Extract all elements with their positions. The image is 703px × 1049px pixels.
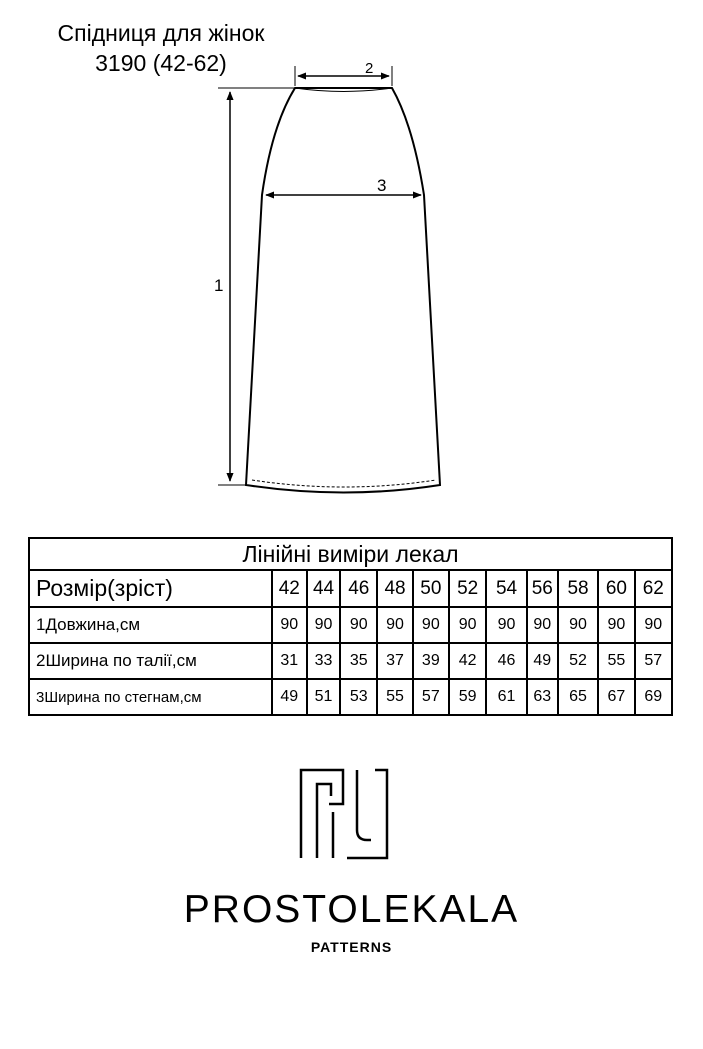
size-label: Розмір(зріст) (29, 570, 272, 607)
value-cell: 33 (307, 643, 340, 679)
value-cell: 90 (272, 607, 307, 643)
dim-label-hip: 3 (377, 176, 387, 195)
value-cell: 63 (527, 679, 558, 715)
size-cell: 56 (527, 570, 558, 607)
table-caption: Лінійні виміри лекал (29, 538, 672, 570)
size-row (29, 570, 672, 607)
value-cell: 90 (635, 607, 672, 643)
value-cell: 35 (340, 643, 377, 679)
table-row-length (29, 607, 672, 643)
value-cell: 61 (486, 679, 526, 715)
value-cell: 90 (413, 607, 449, 643)
value-cell: 57 (413, 679, 449, 715)
value-cell: 55 (598, 643, 634, 679)
value-cell: 90 (449, 607, 486, 643)
skirt-outline (246, 88, 440, 493)
value-cell: 49 (272, 679, 307, 715)
value-cell: 57 (635, 643, 672, 679)
size-cell: 42 (272, 570, 307, 607)
value-cell: 46 (486, 643, 526, 679)
row-label: 3Ширина по стегнам,см (29, 679, 272, 715)
hem-stitch (252, 480, 436, 487)
brand-logo-icon (299, 768, 389, 860)
table-row-hip (29, 679, 672, 715)
value-cell: 90 (307, 607, 340, 643)
brand-subtitle: PATTERNS (310, 939, 393, 955)
size-cell: 60 (598, 570, 634, 607)
garment-title: Спідниця для жінок (57, 20, 265, 46)
size-cell: 62 (635, 570, 672, 607)
value-cell: 65 (558, 679, 598, 715)
value-cell: 69 (635, 679, 672, 715)
value-cell: 90 (558, 607, 598, 643)
size-cell: 44 (307, 570, 340, 607)
value-cell: 51 (307, 679, 340, 715)
measurements-table (28, 537, 673, 716)
value-cell: 90 (598, 607, 634, 643)
table-row-waist (29, 643, 672, 679)
value-cell: 39 (413, 643, 449, 679)
dim-label-length: 1 (214, 276, 224, 295)
size-cell: 46 (340, 570, 377, 607)
size-cell: 48 (377, 570, 412, 607)
row-label: 2Ширина по талії,см (29, 643, 272, 679)
value-cell: 59 (449, 679, 486, 715)
value-cell: 49 (527, 643, 558, 679)
value-cell: 90 (486, 607, 526, 643)
value-cell: 53 (340, 679, 377, 715)
value-cell: 42 (449, 643, 486, 679)
value-cell: 90 (340, 607, 377, 643)
size-cell: 50 (413, 570, 449, 607)
value-cell: 67 (598, 679, 634, 715)
model-number: 3190 (42-62) (95, 50, 227, 76)
value-cell: 37 (377, 643, 412, 679)
skirt-sketch (0, 0, 703, 520)
brand-name: PROSTOLEKALA (183, 888, 520, 931)
value-cell: 90 (377, 607, 412, 643)
value-cell: 55 (377, 679, 412, 715)
row-label: 1Довжина,см (29, 607, 272, 643)
size-cell: 52 (449, 570, 486, 607)
value-cell: 31 (272, 643, 307, 679)
size-cell: 54 (486, 570, 526, 607)
size-cell: 58 (558, 570, 598, 607)
value-cell: 52 (558, 643, 598, 679)
dim-label-waist: 2 (365, 60, 374, 77)
value-cell: 90 (527, 607, 558, 643)
